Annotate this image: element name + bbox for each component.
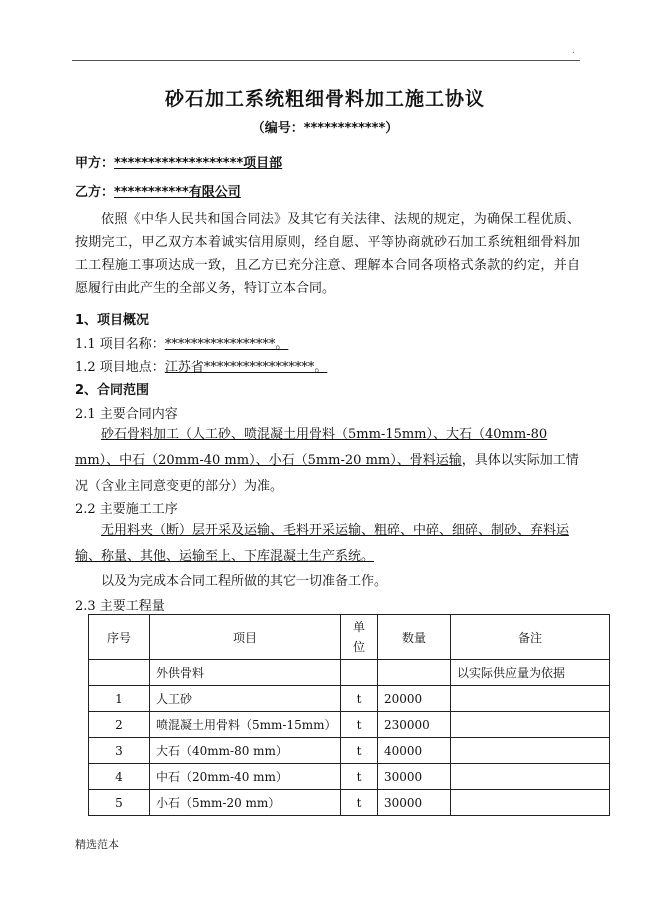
table-header-row <box>89 615 610 660</box>
cell-qty: 30000 <box>378 764 451 790</box>
cell-item: 人工砂 <box>150 686 341 712</box>
project-location-label: 1.2 项目地点： <box>75 360 165 375</box>
section-2-1-heading: 2.1 主要合同内容 <box>75 407 178 422</box>
cell-item: 小石（5mm-20 mm） <box>150 790 341 816</box>
cell-qty <box>378 660 451 686</box>
cell-remark <box>451 738 610 764</box>
cell-qty: 230000 <box>378 712 451 738</box>
header-no: 序号 <box>89 615 150 660</box>
table-row <box>89 738 610 764</box>
section-2-3-heading: 2.3 主要工程量 <box>75 599 165 614</box>
party-a-value: *******************项目部 <box>114 156 283 171</box>
table-row <box>89 764 610 790</box>
cell-unit: t <box>341 738 378 764</box>
quantity-table <box>88 614 610 816</box>
cell-remark <box>451 712 610 738</box>
cell-no: 5 <box>89 790 150 816</box>
table-row <box>89 660 610 686</box>
table-row <box>89 712 610 738</box>
table-row <box>89 686 610 712</box>
cell-item: 大石（40mm-80 mm） <box>150 738 341 764</box>
cell-unit <box>341 660 378 686</box>
project-location-value: 江苏省*****************。 <box>164 360 328 375</box>
section-2-2-body <box>75 518 580 570</box>
document-title: 砂石加工系统粗细骨料加工施工协议 <box>164 88 485 110</box>
cell-no: 3 <box>89 738 150 764</box>
section-1-heading: 1、项目概况 <box>75 313 150 328</box>
cell-item: 喷混凝土用骨料（5mm-15mm） <box>150 712 341 738</box>
project-name-value: *****************。 <box>164 337 289 352</box>
section-2-1-scope: 砂石骨料加工（人工砂、喷混凝土用骨料（5mm-15mm）、大石（40mm-80 mm）、中石（20mm-40 mm）、小石（5mm-20 mm）、骨料运输 <box>75 427 548 468</box>
section-2-2-heading: 2.2 主要施工工序 <box>75 502 178 517</box>
party-b-label: 乙方： <box>75 185 115 200</box>
cell-qty: 40000 <box>378 738 451 764</box>
section-2-1-body <box>75 422 580 500</box>
header-unit-top: 单 <box>352 620 365 634</box>
party-a <box>75 152 282 171</box>
cell-remark <box>451 764 610 790</box>
cell-remark <box>451 790 610 816</box>
cell-remark: 以实际供应量为依据 <box>451 660 610 686</box>
section-2-heading: 2、合同范围 <box>75 383 150 398</box>
cell-no: 2 <box>89 712 150 738</box>
header-unit <box>341 615 378 660</box>
party-b-value: ***********有限公司 <box>114 185 241 200</box>
footer-label: 精选范本 <box>75 838 119 851</box>
header-mark: . <box>572 46 575 56</box>
party-b <box>75 181 241 200</box>
cell-unit: t <box>341 712 378 738</box>
header-remark: 备注 <box>451 615 610 660</box>
cell-item: 外供骨料 <box>150 660 341 686</box>
party-a-label: 甲方： <box>75 156 115 171</box>
project-name <box>75 333 288 352</box>
header-qty: 数量 <box>378 615 451 660</box>
cell-no: 1 <box>89 686 150 712</box>
cell-unit: t <box>341 764 378 790</box>
header-item: 项目 <box>150 615 341 660</box>
project-location <box>75 356 327 375</box>
header-unit-bottom: 位 <box>352 640 365 654</box>
cell-no: 4 <box>89 764 150 790</box>
header-rule <box>72 60 580 61</box>
document-code: （编号：************） <box>251 121 399 136</box>
cell-qty: 20000 <box>378 686 451 712</box>
section-2-2-extra: 以及为完成本合同工程所做的其它一切准备工作。 <box>101 574 388 589</box>
intro-paragraph: 依照《中华人民共和国合同法》及其它有关法律、法规的规定，为确保工程优质、按期完工，甲乙双方本着诚实信用原则，经自愿、平等协商就砂石加工系统粗细骨料加工工程施工事项达成一致，且乙方已充分注意、理解本合同各项格式条款的约定，并自愿履行由此产生的全部义务，特订立本合同。 <box>75 212 580 296</box>
table-row <box>89 790 610 816</box>
cell-qty: 30000 <box>378 790 451 816</box>
cell-no <box>89 660 150 686</box>
cell-item: 中石（20mm-40 mm） <box>150 764 341 790</box>
section-2-2-process: 无用料夹（断）层开采及运输、毛料开采运输、粗碎、中碎、细碎、制砂、弃料运输、称量、其他、运输至上、下库混凝土生产系统。 <box>75 523 570 564</box>
cell-remark <box>451 686 610 712</box>
cell-unit: t <box>341 686 378 712</box>
project-name-label: 1.1 项目名称： <box>75 337 165 352</box>
section-2-1-tail: ，具体以实际加工情况（含业主同意变更的部分）为准。 <box>75 453 579 494</box>
cell-unit: t <box>341 790 378 816</box>
